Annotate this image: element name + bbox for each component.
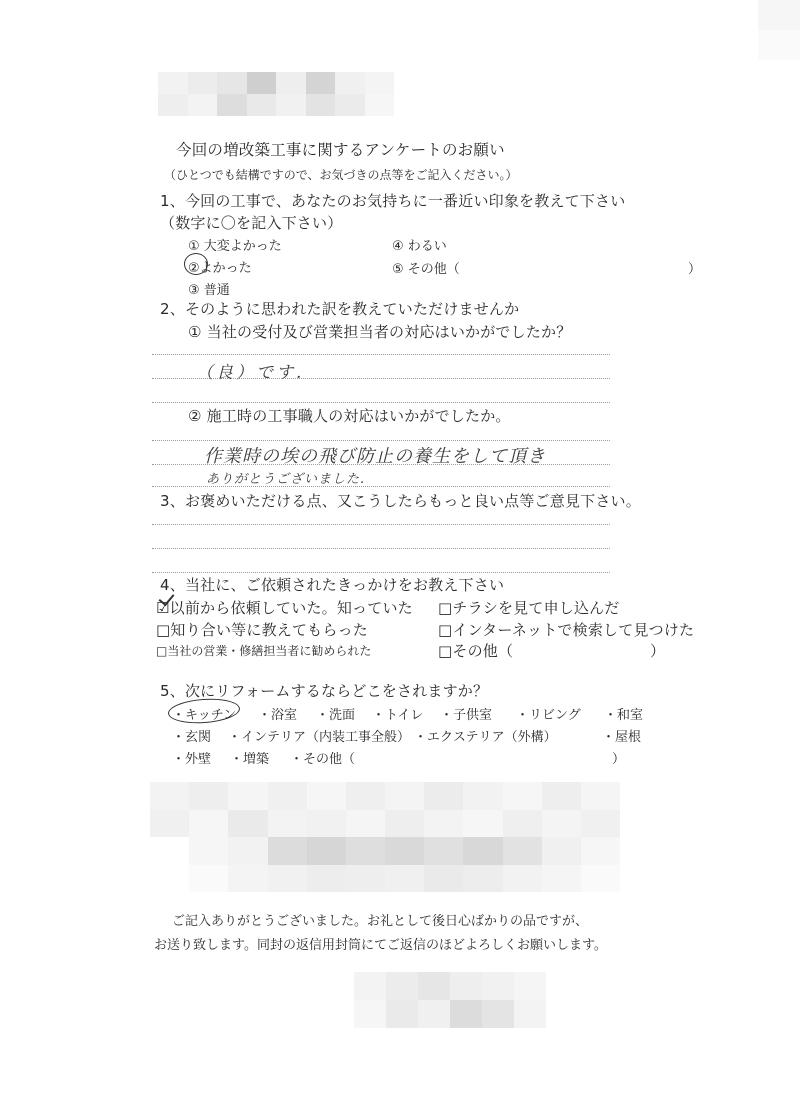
q4-option-3[interactable]: □知り合い等に教えてもらった — [156, 621, 368, 639]
q2-sub1: ① 当社の受付及び営業担当者の対応はいかがでしたか？ — [188, 323, 572, 341]
q5-option-extension[interactable]: ・増築 — [230, 752, 270, 767]
q1-question: 1、今回の工事で、あなたのお気持ちに一番近い印象を教えて下さい — [160, 192, 626, 210]
q5-option-interior[interactable]: ・インテリア（内装工事全般） — [228, 730, 411, 745]
q4-option-5[interactable]: □当社の営業・修繕担当者に勧められた — [156, 644, 372, 658]
q5-option-japanese-room[interactable]: ・和室 — [604, 708, 644, 723]
q1-note: （数字に〇を記入下さい） — [160, 214, 343, 232]
q1-option-5[interactable]: ⑤ その他（ — [392, 262, 460, 277]
q4-option-4[interactable]: □インターネットで検索して見つけた — [438, 621, 695, 639]
q5-option-washroom[interactable]: ・洗面 — [316, 708, 356, 723]
q5-option-outer-wall[interactable]: ・外壁 — [172, 752, 212, 767]
q1-option-1[interactable]: ① 大変よかった — [188, 239, 282, 254]
footer-line1: ご記入ありがとうございました。お礼として後日心ばかりの品ですが、 — [172, 914, 589, 929]
answer-line — [152, 464, 610, 465]
q4-option-1[interactable]: ☑以前から依頼していた。知っていた — [156, 599, 413, 617]
q4-option-6[interactable]: □その他（ — [438, 642, 514, 660]
q1-option-3[interactable]: ③ 普通 — [188, 283, 230, 298]
footer-line2: お送り致します。同封の返信用封筒にてご返信のほどよろしくお願いします。 — [154, 938, 607, 953]
answer-line — [152, 486, 610, 487]
q4-option-2[interactable]: □チラシを見て申し込んだ — [438, 599, 620, 617]
q2-sub2: ② 施工時の工事職人の対応はいかがでしたか。 — [188, 407, 511, 425]
q4-option-6-close: ） — [650, 642, 666, 660]
answer-line — [152, 440, 610, 441]
q5-option-other[interactable]: ・その他（ — [290, 752, 356, 767]
q5-option-roof[interactable]: ・屋根 — [602, 730, 642, 745]
q5-option-other-close: ） — [612, 752, 626, 767]
redacted-corner — [758, 0, 800, 60]
selected-circle-mark — [184, 253, 208, 275]
q2-question: 2、そのように思われた訳を教えていただけませんか — [160, 300, 520, 318]
q5-question: 5、次にリフォームするならどこをされますか？ — [160, 682, 489, 700]
survey-title: 今回の増改築工事に関するアンケートのお願い — [176, 141, 505, 159]
q2-answer2-line1[interactable]: 作業時の埃の飛び防止の養生をして頂き — [204, 446, 546, 467]
q2-answer2-line2[interactable]: ありがとうございました. — [206, 472, 366, 487]
q4-question: 4、当社に、ご依頼されたきっかけをお教え下さい — [160, 576, 505, 594]
answer-line — [152, 572, 610, 573]
answer-line — [152, 378, 610, 379]
redacted-company-block — [354, 972, 546, 1028]
survey-subtitle: （ひとつでも結構ですので、お気づきの点等をご記入ください。） — [164, 168, 518, 182]
q1-option-4[interactable]: ④ わるい — [392, 239, 447, 254]
redacted-signature-block — [150, 782, 620, 892]
q5-option-entrance[interactable]: ・玄関 — [172, 730, 212, 745]
q5-option-bath[interactable]: ・浴室 — [258, 708, 298, 723]
q5-option-exterior[interactable]: ・エクステリア（外構） — [414, 730, 557, 745]
answer-line — [152, 402, 610, 403]
answer-line — [152, 354, 610, 355]
q3-question: 3、お褒めいただける点、又こうしたらもっと良い点等ご意見下さい。 — [160, 492, 641, 510]
q5-option-toilet[interactable]: ・トイレ — [372, 708, 424, 723]
q5-option-kids-room[interactable]: ・子供室 — [440, 708, 493, 723]
q1-option-5-close: ） — [688, 262, 702, 277]
q2-answer1[interactable]: （良）です. — [196, 363, 305, 383]
q5-option-living[interactable]: ・リビング — [516, 708, 581, 723]
redacted-name-block — [158, 72, 394, 116]
q1-option-2[interactable]: ②よかった — [188, 261, 252, 276]
q5-option-kitchen[interactable]: ・キッチン — [172, 708, 237, 723]
answer-line — [152, 524, 610, 525]
answer-line — [152, 548, 610, 549]
